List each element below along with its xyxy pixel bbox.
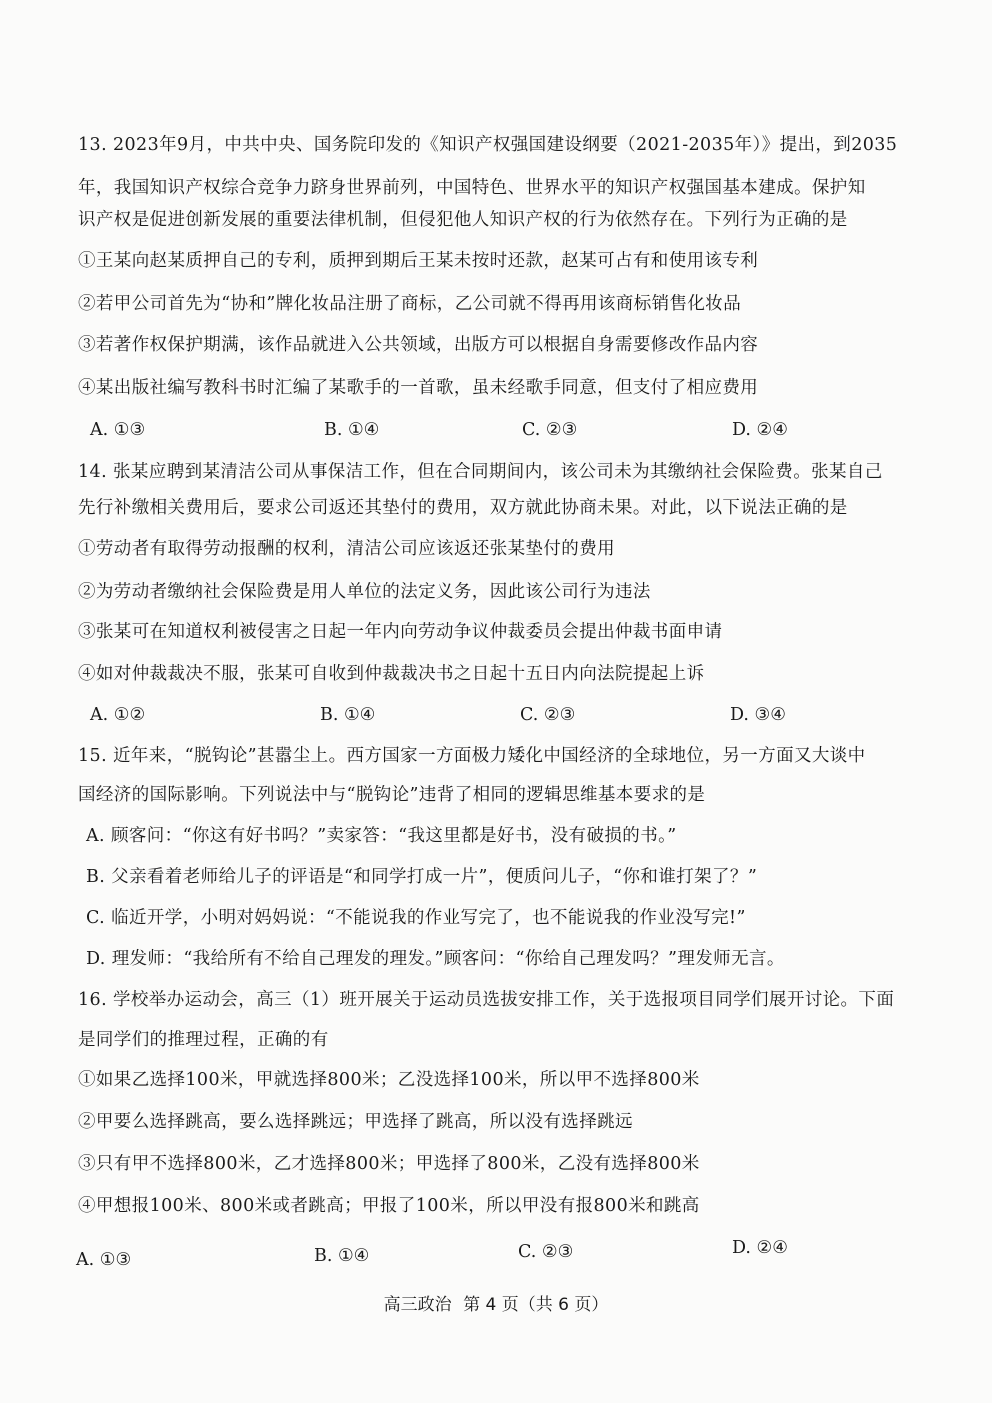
q16-option-d: D. ②④ [732, 1238, 788, 1258]
q13-line-1: 13. 2023年9月，中共中央、国务院印发的《知识产权强国建设纲要（2021-2035年）》提出，到2035 [78, 135, 898, 155]
footer-page-number: 第 4 页（共 6 页） [463, 1295, 609, 1315]
q14-statement-2: ②为劳动者缴纳社会保险费是用人单位的法定义务，因此该公司行为违法 [78, 582, 651, 602]
q16-statement-2: ②甲要么选择跳高，要么选择跳远；甲选择了跳高，所以没有选择跳远 [78, 1112, 633, 1132]
q13-line-3: 识产权是促进创新发展的重要法律机制，但侵犯他人知识产权的行为依然存在。下列行为正确的是 [78, 210, 848, 230]
q15-line-1: 15. 近年来，“脱钩论”甚嚣尘上。西方国家一方面极力矮化中国经济的全球地位，另一方面又大谈中 [78, 746, 866, 766]
q16-option-a: A. ①③ [76, 1250, 132, 1270]
q13-option-a: A. ①③ [90, 420, 146, 440]
q13-statement-3: ③若著作权保护期满，该作品就进入公共领域，出版方可以根据自身需要修改作品内容 [78, 335, 759, 355]
q15-option-d: D. 理发师：“我给所有不给自己理发的理发。”顾客问：“你给自己理发吗？”理发师无言。 [86, 949, 785, 969]
q13-statement-2: ②若甲公司首先为“协和”牌化妆品注册了商标，乙公司就不得再用该商标销售化妆品 [78, 294, 742, 314]
q16-line-1: 16. 学校举办运动会，高三（1）班开展关于运动员选拔安排工作，关于选报项目同学们展开讨论。下面 [78, 990, 895, 1010]
q14-statement-1: ①劳动者有取得劳动报酬的权利，清洁公司应该返还张某垫付的费用 [78, 539, 615, 559]
q13-option-c: C. ②③ [522, 420, 578, 440]
q15-option-b: B. 父亲看着老师给儿子的评语是“和同学打成一片”，便质问儿子，“你和谁打架了？” [86, 867, 758, 887]
q16-option-b: B. ①④ [314, 1246, 370, 1266]
q13-statement-4: ④某出版社编写教科书时汇编了某歌手的一首歌，虽未经歌手同意，但支付了相应费用 [78, 378, 759, 398]
q14-option-d: D. ③④ [730, 705, 786, 725]
q16-statement-4: ④甲想报100米、800米或者跳高；甲报了100米，所以甲没有报800米和跳高 [78, 1196, 700, 1216]
q16-option-c: C. ②③ [518, 1242, 574, 1262]
q13-line-2: 年，我国知识产权综合竞争力跻身世界前列，中国特色、世界水平的知识产权强国基本建成。保护知 [78, 178, 866, 198]
q14-option-a: A. ①② [90, 705, 146, 725]
q16-statement-1: ①如果乙选择100米，甲就选择800米；乙没选择100米，所以甲不选择800米 [78, 1070, 700, 1090]
q15-option-a: A. 顾客问：“你这有好书吗？”卖家答：“我这里都是好书，没有破损的书。” [86, 826, 677, 846]
q14-line-1: 14. 张某应聘到某清洁公司从事保洁工作，但在合同期间内，该公司未为其缴纳社会保险费。张某自己 [78, 462, 883, 482]
q14-line-2: 先行补缴相关费用后，要求公司返还其垫付的费用，双方就此协商未果。对此，以下说法正确的是 [78, 498, 848, 518]
q13-option-b: B. ①④ [324, 420, 380, 440]
footer-subject: 高三政治 [383, 1295, 452, 1315]
q14-option-b: B. ①④ [320, 705, 376, 725]
q15-line-2: 国经济的国际影响。下列说法中与“脱钩论”违背了相同的逻辑思维基本要求的是 [78, 785, 706, 805]
page-footer [0, 1294, 992, 1316]
q16-line-2: 是同学们的推理过程，正确的有 [78, 1030, 329, 1050]
q14-option-c: C. ②③ [520, 705, 576, 725]
q15-option-c: C. 临近开学，小明对妈妈说：“不能说我的作业写完了，也不能说我的作业没写完!” [86, 908, 746, 928]
q14-statement-4: ④如对仲裁裁决不服，张某可自收到仲裁裁决书之日起十五日内向法院提起上诉 [78, 664, 705, 684]
q13-option-d: D. ②④ [732, 420, 788, 440]
q13-statement-1: ①王某向赵某质押自己的专利，质押到期后王某未按时还款，赵某可占有和使用该专利 [78, 251, 759, 271]
q16-statement-3: ③只有甲不选择800米，乙才选择800米；甲选择了800米，乙没有选择800米 [78, 1154, 700, 1174]
q14-statement-3: ③张某可在知道权利被侵害之日起一年内向劳动争议仲裁委员会提出仲裁书面申请 [78, 622, 723, 642]
